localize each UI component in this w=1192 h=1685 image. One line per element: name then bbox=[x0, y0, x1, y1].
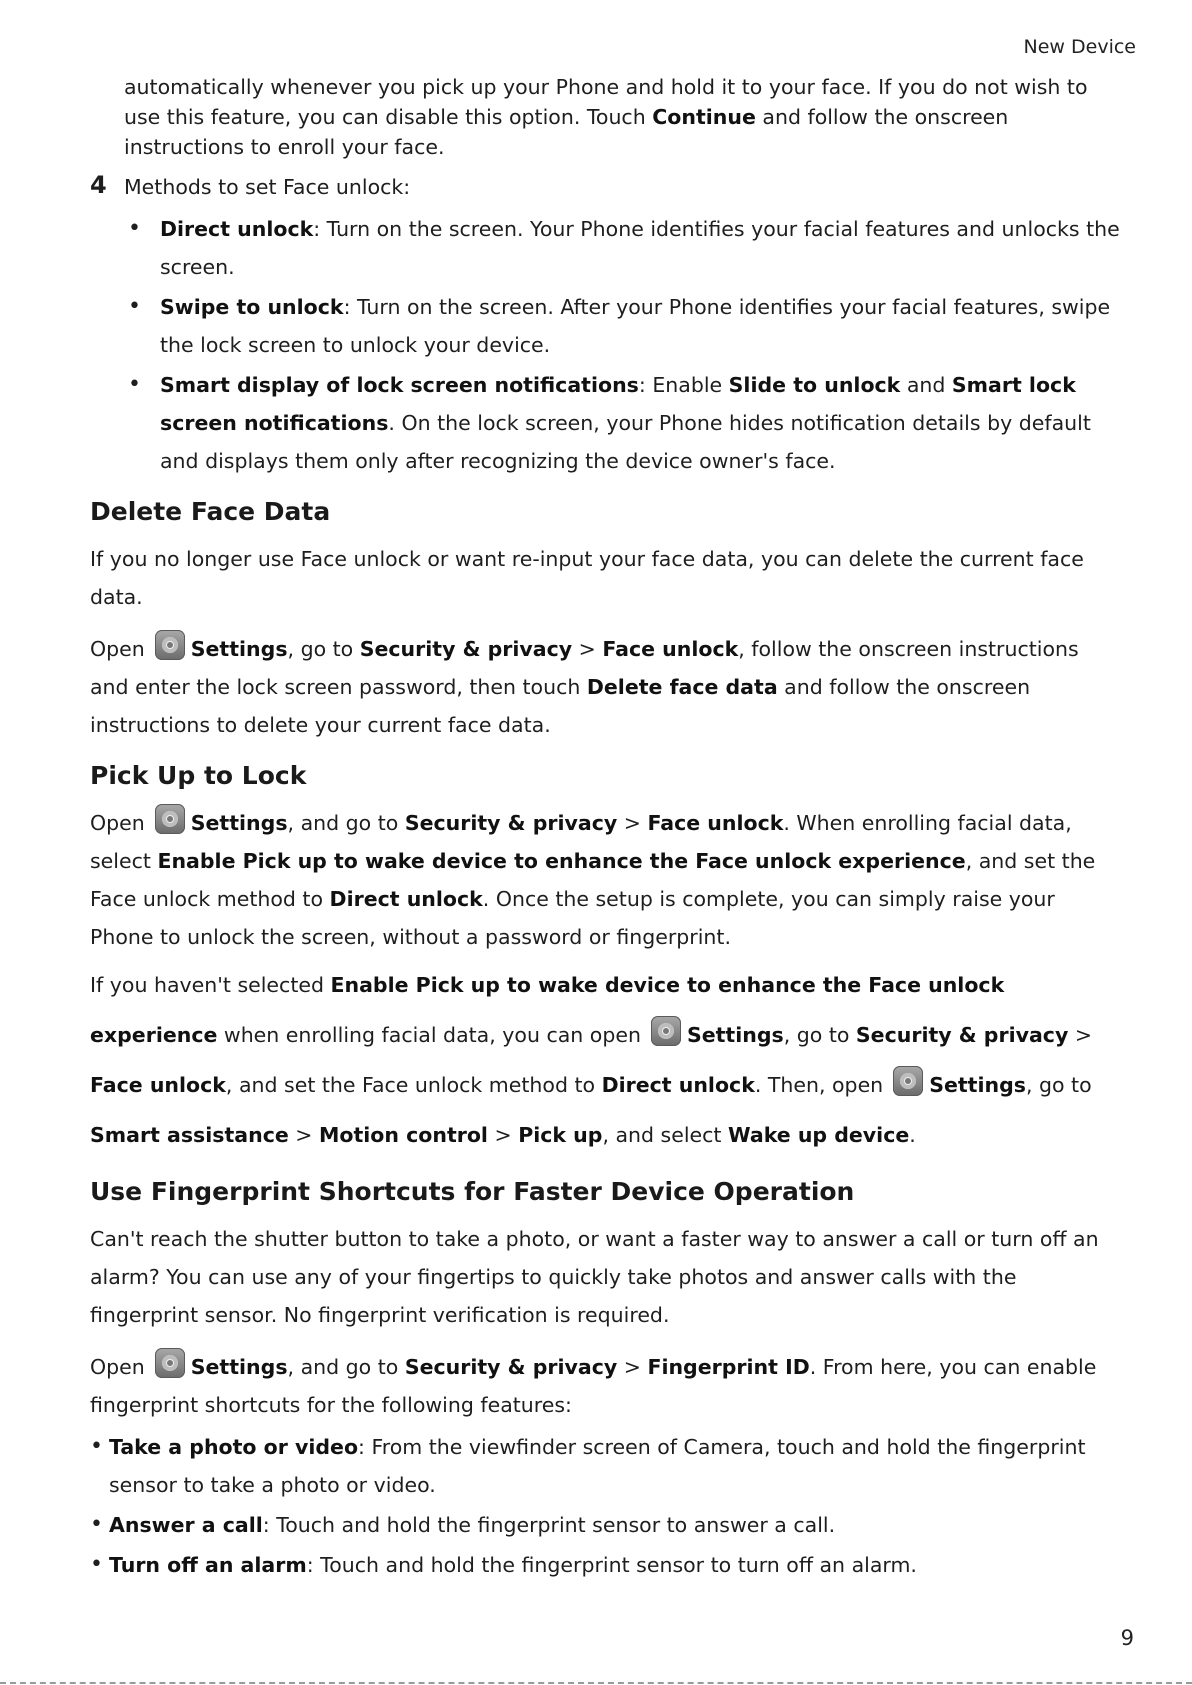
step-4 bbox=[90, 172, 1120, 480]
bold-text: Settings bbox=[929, 1073, 1026, 1097]
list-item-text: : Touch and hold the fingerprint sensor to turn off an alarm. bbox=[306, 1553, 917, 1577]
settings-gear-icon bbox=[893, 1066, 923, 1096]
bullet-icon: • bbox=[90, 1552, 103, 1577]
list-item bbox=[124, 366, 1120, 480]
list-item-bold: Answer a call bbox=[109, 1513, 263, 1537]
document-body bbox=[90, 72, 1120, 1586]
bullet-icon: • bbox=[128, 216, 141, 241]
step-4-text: Methods to set Face unlock: bbox=[124, 175, 411, 199]
bold-text: Settings bbox=[190, 811, 288, 835]
bold-text: Settings bbox=[190, 637, 288, 661]
text: > bbox=[487, 1123, 519, 1147]
text: Open bbox=[90, 637, 145, 661]
bullet-icon: • bbox=[128, 294, 141, 319]
bold-text: Smart assistance bbox=[90, 1123, 289, 1147]
text: > bbox=[288, 1123, 319, 1147]
bold-text: Settings bbox=[190, 1355, 288, 1379]
bold-text: Direct unlock bbox=[329, 887, 483, 911]
bold-text: Enable Pick up to wake device to enhance the Face unlock experience bbox=[157, 849, 966, 873]
page-bottom-divider bbox=[0, 1682, 1192, 1684]
text: , go to bbox=[287, 637, 360, 661]
text: , and go to bbox=[287, 1355, 405, 1379]
text: > bbox=[1068, 1023, 1093, 1047]
text: Open bbox=[90, 1355, 145, 1379]
bullet-icon: • bbox=[90, 1512, 103, 1537]
bold-text: Fingerprint ID bbox=[647, 1355, 810, 1379]
list-item-bold: Direct unlock bbox=[160, 217, 314, 241]
page-header-section: New Device bbox=[1023, 36, 1136, 58]
list-item-text: : Enable bbox=[638, 373, 729, 397]
bold-text: Settings bbox=[686, 1023, 784, 1047]
pickup-paragraph-2 bbox=[90, 960, 1120, 1160]
intro-paragraph bbox=[90, 72, 1120, 162]
bold-text: Pick up bbox=[518, 1123, 603, 1147]
text: > bbox=[617, 1355, 648, 1379]
text: . Once the setup is complete, you can simply raise your Phone to unlock the screen, without a password or fingerprint. bbox=[90, 887, 1055, 949]
text: , and go to bbox=[287, 811, 405, 835]
bold-text: Face unlock bbox=[90, 1073, 226, 1097]
step-number: 4 bbox=[90, 171, 107, 199]
bullet-icon: • bbox=[128, 372, 141, 397]
fingerprint-paragraph-2 bbox=[90, 1348, 1120, 1424]
text: and follow the onscreen instructions to delete your current face data. bbox=[90, 675, 1031, 737]
delete-paragraph-1: If you no longer use Face unlock or want re-input your face data, you can delete the current face data. bbox=[90, 547, 1084, 609]
bold-text: Security & privacy bbox=[404, 1355, 618, 1379]
list-item-text: : Touch and hold the fingerprint sensor to answer a call. bbox=[262, 1513, 836, 1537]
list-item-text: : From the viewfinder screen of Camera, touch and hold the fingerprint sensor to take a photo or video. bbox=[109, 1435, 1086, 1497]
fingerprint-shortcuts-list bbox=[90, 1428, 1120, 1584]
intro-continue-bold: Continue bbox=[652, 105, 756, 129]
step-4-intro bbox=[90, 171, 1120, 202]
list-item-bold: Swipe to unlock bbox=[160, 295, 344, 319]
list-item-bold: Smart display of lock screen notifications bbox=[160, 373, 639, 397]
page-number: 9 bbox=[1120, 1626, 1134, 1650]
bold-text: Security & privacy bbox=[359, 637, 573, 661]
list-item-bold: Slide to unlock bbox=[728, 373, 901, 397]
section-heading-pick-up-to-lock: Pick Up to Lock bbox=[90, 761, 307, 790]
text: If you haven't selected bbox=[90, 973, 331, 997]
intro-text: automatically whenever you pick up your Phone and hold it to your face. If you do not wish to use this feature, you can disable this option. Touch bbox=[124, 75, 1088, 129]
list-item bbox=[124, 288, 1120, 364]
list-item bbox=[90, 1506, 1120, 1544]
list-item bbox=[90, 1546, 1120, 1584]
text: . Then, open bbox=[754, 1073, 884, 1097]
text: , go to bbox=[783, 1023, 856, 1047]
list-item-text: : Turn on the screen. Your Phone identifies your facial features and unlocks the screen. bbox=[160, 217, 1120, 279]
text: , and set the Face unlock method to bbox=[225, 1073, 602, 1097]
text: > bbox=[617, 811, 648, 835]
settings-gear-icon bbox=[155, 1348, 185, 1378]
bold-text: Face unlock bbox=[602, 637, 739, 661]
settings-gear-icon bbox=[155, 630, 185, 660]
bold-text: Security & privacy bbox=[855, 1023, 1069, 1047]
list-item-bold: Turn off an alarm bbox=[109, 1553, 307, 1577]
text: , and set the Face unlock method to bbox=[90, 849, 1096, 911]
text: . From here, you can enable fingerprint shortcuts for the following features: bbox=[90, 1355, 1097, 1417]
list-item-text: : Turn on the screen. After your Phone identifies your facial features, swipe the lock screen to unlock your device. bbox=[160, 295, 1111, 357]
intro-text-end: and follow the onscreen instructions to enroll your face. bbox=[124, 105, 1009, 159]
text: , go to bbox=[1025, 1073, 1092, 1097]
bullet-icon: • bbox=[90, 1434, 103, 1459]
list-item bbox=[90, 1428, 1120, 1504]
pickup-paragraph-1 bbox=[90, 804, 1120, 956]
delete-paragraph-2 bbox=[90, 630, 1120, 744]
text: . When enrolling facial data, select bbox=[90, 811, 1072, 873]
bold-text: Enable Pick up to wake device to enhance the Face unlock experience bbox=[90, 973, 1005, 1047]
text: . bbox=[909, 1123, 916, 1147]
list-item-text: . On the lock screen, your Phone hides notification details by default and displays them only after recognizing the device owner's face. bbox=[160, 411, 1091, 473]
text: > bbox=[572, 637, 603, 661]
bold-text: Face unlock bbox=[647, 811, 784, 835]
bold-text: Security & privacy bbox=[404, 811, 618, 835]
bold-text: Motion control bbox=[318, 1123, 488, 1147]
face-unlock-methods-list bbox=[124, 210, 1120, 480]
text: , follow the onscreen instructions and enter the lock screen password, then touch bbox=[90, 637, 1079, 699]
list-item bbox=[124, 210, 1120, 286]
fingerprint-paragraph-1: Can't reach the shutter button to take a photo, or want a faster way to answer a call or turn off an alarm? You can use any of your fingertips to quickly take photos and answer calls with the fingerprint sensor. No fingerprint verification is required. bbox=[90, 1227, 1099, 1327]
bold-text: Delete face data bbox=[586, 675, 778, 699]
text: , and select bbox=[602, 1123, 728, 1147]
settings-gear-icon bbox=[651, 1016, 681, 1046]
list-item-bold: Smart lock screen notifications bbox=[160, 373, 1076, 435]
settings-gear-icon bbox=[155, 804, 185, 834]
section-heading-delete-face-data: Delete Face Data bbox=[90, 497, 331, 526]
list-item-bold: Take a photo or video bbox=[109, 1435, 359, 1459]
bold-text: Direct unlock bbox=[601, 1073, 755, 1097]
list-item-text: and bbox=[900, 373, 952, 397]
section-heading-fingerprint-shortcuts: Use Fingerprint Shortcuts for Faster Device Operation bbox=[90, 1177, 855, 1206]
text: Open bbox=[90, 811, 145, 835]
bold-text: Wake up device bbox=[727, 1123, 910, 1147]
text: when enrolling facial data, you can open bbox=[217, 1023, 641, 1047]
